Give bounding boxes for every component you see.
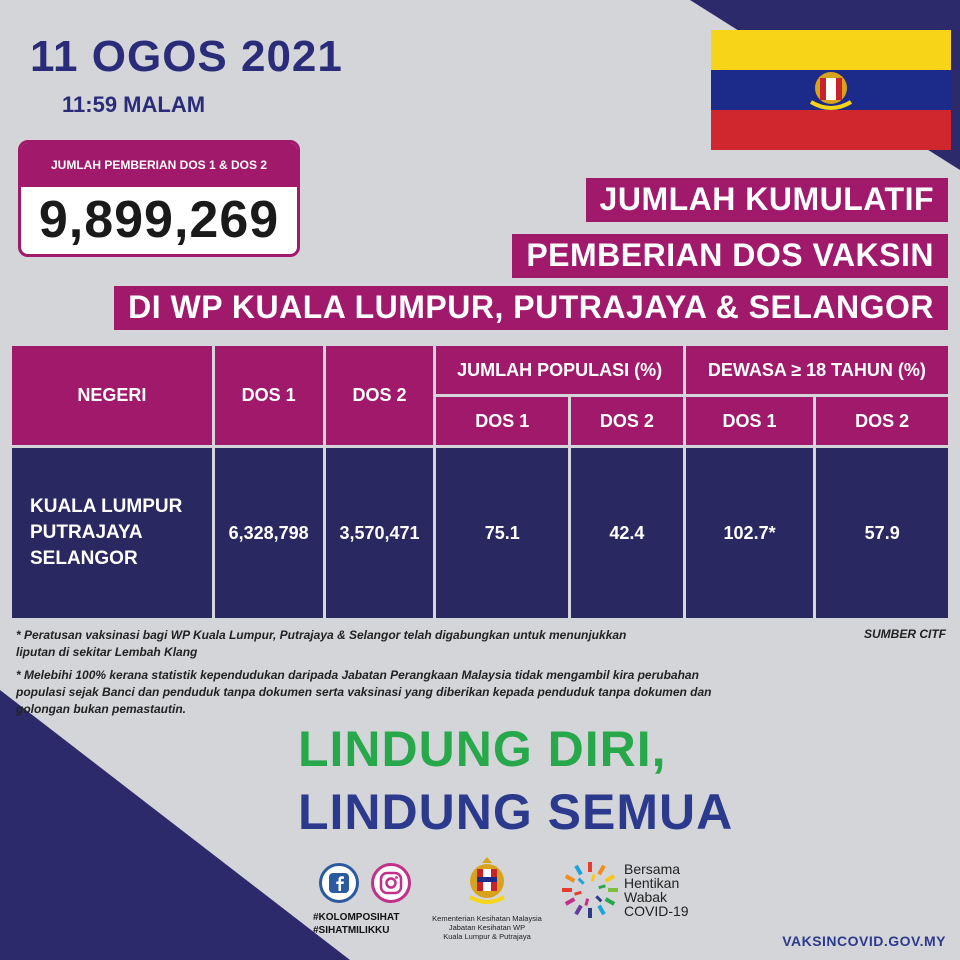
header-populasi-dos2: DOS 2 [571, 397, 683, 445]
header-dos1: DOS 1 [215, 346, 323, 445]
moh-line-2: Jabatan Kesihatan WP [448, 923, 526, 932]
hashtag-1: #KOLOMPOSIHAT [313, 912, 400, 923]
sunburst-icon [558, 858, 622, 922]
moh-line-1: Kementerian Kesihatan Malaysia [432, 914, 542, 923]
social-block [313, 863, 411, 937]
cell-populasi-dos2: 42.4 [571, 448, 683, 618]
header-negeri: NEGERI [12, 346, 212, 445]
campaign-line-1: Bersama [624, 861, 681, 877]
state-cell [12, 448, 212, 618]
date-label: 11 OGOS 2021 [30, 32, 343, 81]
cell-dos1: 6,328,798 [215, 448, 323, 618]
website-link[interactable]: VAKSINCOVID.GOV.MY [782, 933, 946, 949]
facebook-icon[interactable] [319, 863, 359, 903]
total-doses-value: 9,899,269 [38, 191, 280, 249]
footnotes [16, 627, 946, 724]
slogan-line-1: LINDUNG DIRI, [298, 721, 667, 777]
campaign-line-4: COVID-19 [624, 903, 689, 919]
headline-line-3: DI WP KUALA LUMPUR, PUTRAJAYA & SELANGOR [114, 286, 948, 330]
instagram-icon[interactable] [371, 863, 411, 903]
table-row [12, 448, 948, 618]
campaign-line-2: Hentikan [624, 875, 680, 891]
state-line-2: PUTRAJAYA [30, 522, 143, 543]
flag-icon [711, 30, 951, 150]
campaign-line-3: Wabak [624, 889, 668, 905]
header-dewasa-dos2: DOS 2 [816, 397, 948, 445]
header-jumlah-populasi: JUMLAH POPULASI (%) [436, 346, 682, 394]
total-doses-card [18, 140, 300, 257]
campaign-logo [558, 858, 728, 928]
hashtag-2: #SIHATMILIKKU [313, 925, 390, 936]
header-dos2: DOS 2 [326, 346, 434, 445]
state-line-1: KUALA LUMPUR [30, 496, 183, 517]
header-dewasa: DEWASA ≥ 18 TAHUN (%) [686, 346, 948, 394]
footnote-1: * Peratusan vaksinasi bagi WP Kuala Lumpur, Putrajaya & Selangor telah digabungkan untuk menunjukkan liputan di sekitar Lembah Klang [16, 628, 627, 659]
total-doses-label: JUMLAH PEMBERIAN DOS 1 & DOS 2 [21, 143, 297, 187]
state-line-3: SELANGOR [30, 548, 138, 569]
source-label: SUMBER CITF [864, 627, 946, 641]
vaccination-table [9, 343, 951, 621]
header-dewasa-dos1: DOS 1 [686, 397, 814, 445]
headline-line-2: PEMBERIAN DOS VAKSIN [512, 234, 948, 278]
moh-block [422, 855, 552, 941]
cell-dewasa-dos2: 57.9 [816, 448, 948, 618]
cell-dewasa-dos1: 102.7* [686, 448, 814, 618]
headline-line-1: JUMLAH KUMULATIF [586, 178, 948, 222]
crest-icon [464, 855, 510, 907]
time-label: 11:59 MALAM [62, 92, 206, 117]
footnote-2: * Melebihi 100% kerana statistik kependudukan daripada Jabatan Perangkaan Malaysia tidak mengambil kira perubahan populasi sejak Banci dan penduduk tanpa dokumen serta vaksinasi yang diberikan kepada penduduk tanpa dokumen dan golongan bukan pemastautin. [16, 668, 712, 716]
cell-dos2: 3,570,471 [326, 448, 434, 618]
cell-populasi-dos1: 75.1 [436, 448, 568, 618]
slogan-line-2: LINDUNG SEMUA [298, 784, 734, 840]
moh-line-3: Kuala Lumpur & Putrajaya [443, 932, 531, 941]
header-populasi-dos1: DOS 1 [436, 397, 568, 445]
